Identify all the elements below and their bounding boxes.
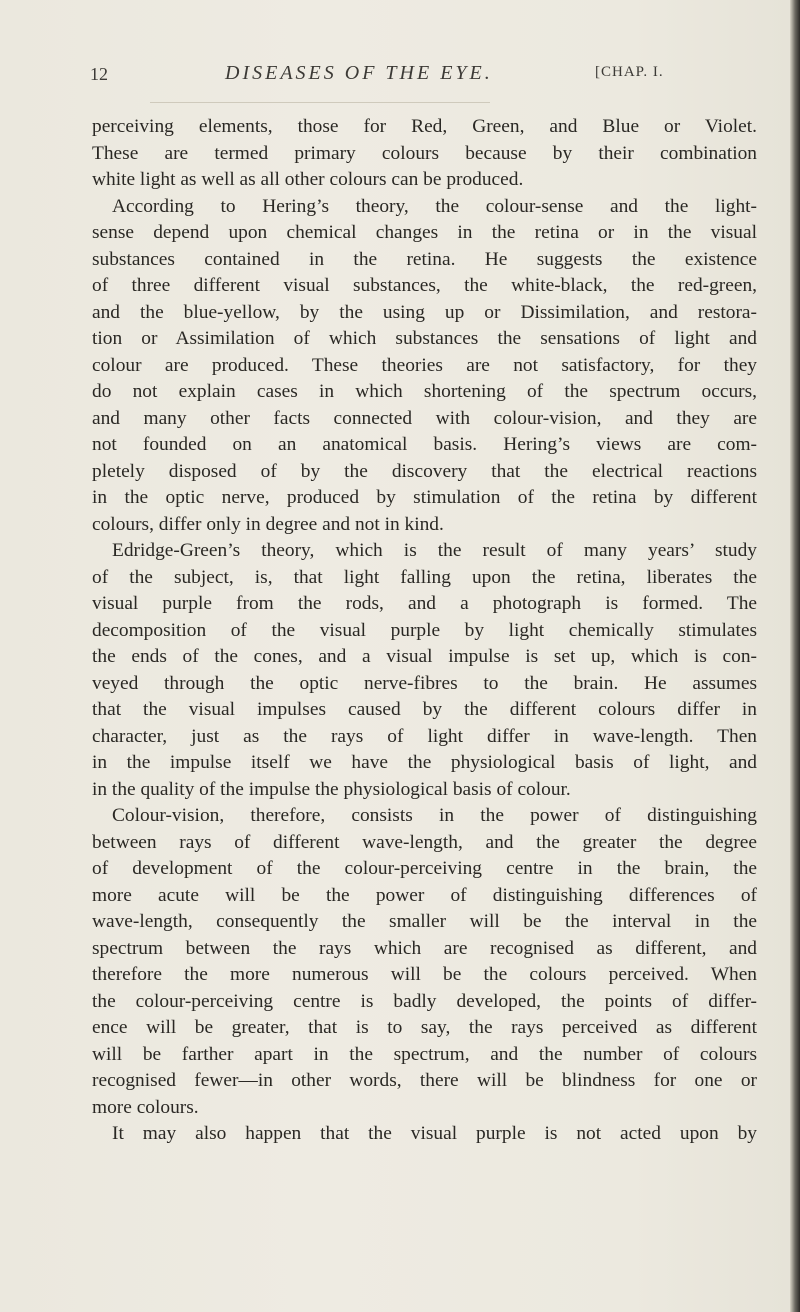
paragraph [92,538,757,803]
text-line: white light as well as all other colours can be produced. [92,169,524,190]
text-line: and many other facts connected with colour-vision, and they are [92,407,757,429]
text-line: the ends of the cones, and a visual impulse is set up, which is con- [92,646,757,667]
text-line: Colour-vision, therefore, consists in the power of distinguishing [112,805,757,826]
text-line: colours, differ only in degree and not in kind. [92,513,444,535]
text-line: These are termed primary colours because by their combination [92,142,757,164]
text-line: It may also happen that the visual purple is not acted upon by [112,1123,757,1144]
body-text [92,114,757,1148]
text-line: veyed through the optic nerve-fibres to the brain. He assumes [92,672,757,694]
text-line: in the optic nerve, produced by stimulation of the retina by different [92,487,757,508]
text-line: sense depend upon chemical changes in the retina or in the visual [92,222,757,243]
text-line: ence will be greater, that is to say, the rays perceived as different [92,1017,757,1038]
text-line: recognised fewer—in other words, there will be blindness for one or [92,1070,757,1091]
text-line: spectrum between the rays which are recognised as different, and [92,937,757,959]
paragraph [92,194,757,539]
text-line: therefore the more numerous will be the colours perceived. When [92,964,757,985]
text-line: substances contained in the retina. He suggests the existence [92,248,757,270]
text-line: the colour-perceiving centre is badly developed, the points of differ- [92,990,757,1012]
text-line: visual purple from the rods, and a photograph is formed. The [92,593,757,614]
text-line: and the blue-yellow, by the using up or Dissimilation, and restora- [92,301,757,323]
page-edge-shadow [790,0,800,1312]
text-line: in the quality of the impulse the physiological basis of colour. [92,778,571,800]
text-line: colour are produced. These theories are not satisfactory, for they [92,354,757,376]
text-line: between rays of different wave-length, and the greater the degree [92,831,757,853]
chapter-reference: [CHAP. I. [595,64,664,80]
text-line: perceiving elements, those for Red, Green, and Blue or Violet. [92,116,757,137]
page-header [90,60,750,92]
text-line: will be farther apart in the spectrum, and the number of colours [92,1043,757,1065]
text-line: more colours. [92,1096,199,1118]
text-line: of development of the colour-perceiving centre in the brain, the [92,858,757,879]
page-number: 12 [90,64,108,84]
text-line: of the subject, is, that light falling upon the retina, liberates the [92,566,757,588]
text-line: wave-length, consequently the smaller will be the interval in the [92,911,757,932]
text-line: more acute will be the power of distinguishing differences of [92,884,757,906]
text-line: not founded on an anatomical basis. Hering’s views are com- [92,434,757,455]
paragraph [92,803,757,1121]
text-line: character, just as the rays of light differ in wave-length. Then [92,725,757,747]
text-line: do not explain cases in which shortening of the spectrum occurs, [92,381,757,402]
paragraph [92,114,757,194]
text-line: decomposition of the visual purple by light chemically stimulates [92,619,757,641]
paragraph [92,1121,757,1148]
text-line: pletely disposed of by the discovery that the electrical reactions [92,460,757,482]
text-line: According to Hering’s theory, the colour-sense and the light- [112,195,757,217]
text-line: tion or Assimilation of which substances the sensations of light and [92,328,757,349]
text-line: Edridge-Green’s theory, which is the result of many years’ study [112,540,757,561]
text-line: in the impulse itself we have the physiological basis of light, and [92,752,757,773]
running-title: DISEASES OF THE EYE. [225,62,493,84]
text-line: of three different visual substances, the white-black, the red-green, [92,275,757,296]
header-rule [150,102,490,103]
text-line: that the visual impulses caused by the different colours differ in [92,699,757,720]
